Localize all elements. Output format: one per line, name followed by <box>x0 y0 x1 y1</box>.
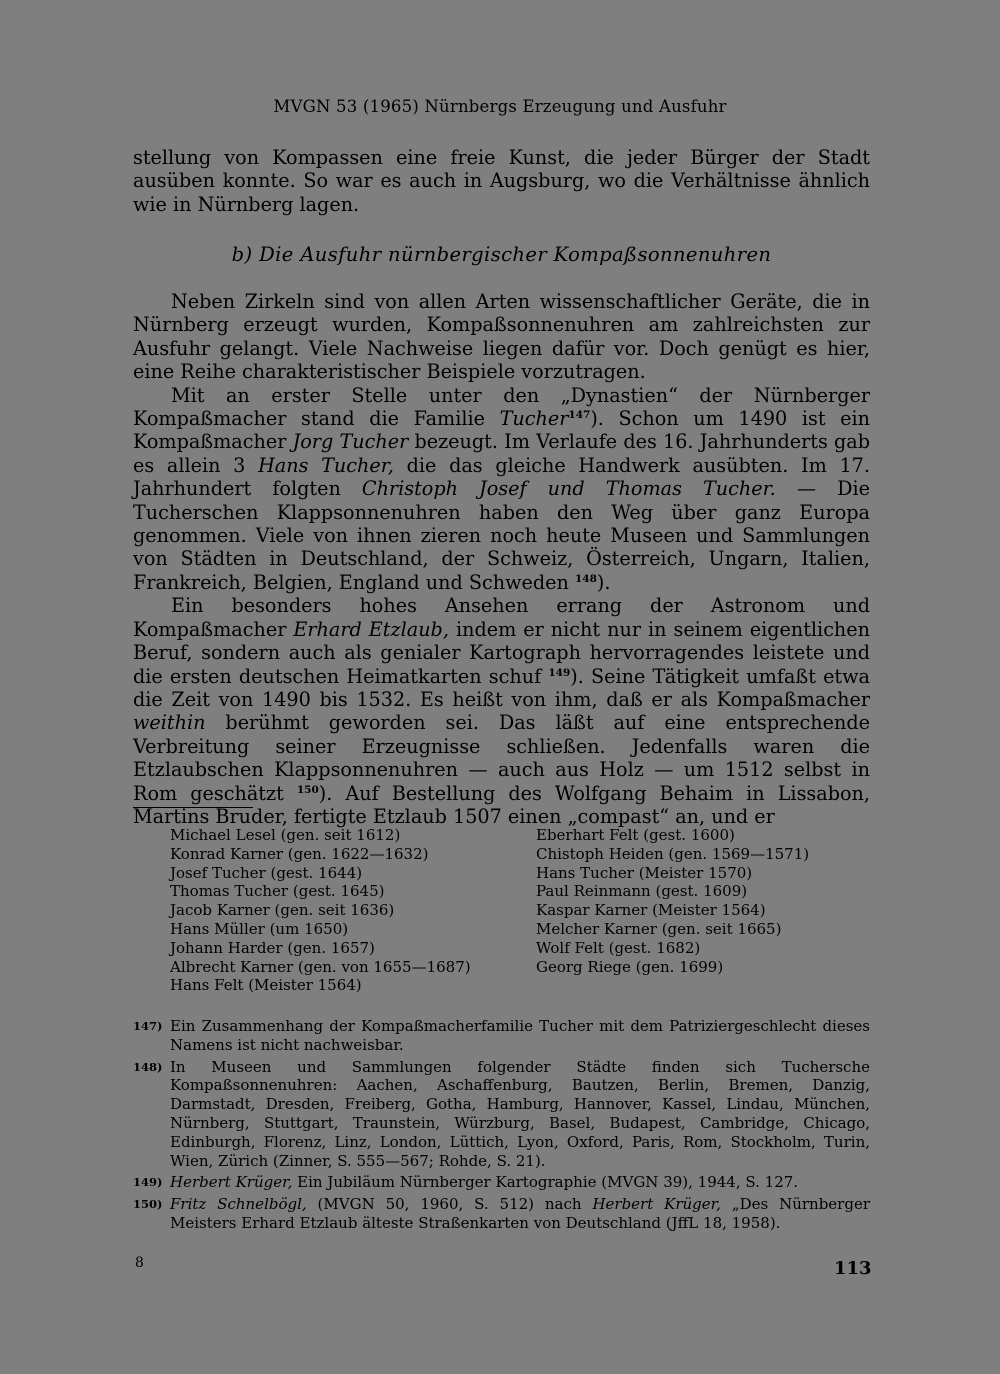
name-list-left <box>170 826 471 995</box>
list-item: Hans Müller (um 1650) <box>170 919 349 938</box>
footnote-mark: 147) <box>133 1019 163 1033</box>
footnote-149 <box>133 1173 870 1192</box>
text-run: ). <box>596 570 611 594</box>
list-item: Chistoph Heiden (gen. 1569—1571) <box>536 844 810 863</box>
list-item: Hans Felt (Meister 1564) <box>170 976 362 995</box>
text-run: bezeugt. Im Verlaufe des 16. Jahrhunderts gab es allein 3 <box>133 430 871 477</box>
list-item: Kaspar Karner (Meister 1564) <box>536 901 766 920</box>
footnote-text <box>170 1173 870 1192</box>
paragraph-2 <box>133 384 870 595</box>
footnote-ref-150[interactable]: 150 <box>296 783 319 796</box>
text-run: Ein besonders hohes Ansehen errang der Astronom und Kompaßmacher <box>133 594 870 641</box>
list-item: Wolf Felt (gest. 1682) <box>536 938 701 957</box>
list-item: Albrecht Karner (gen. von 1655—1687) <box>170 957 471 976</box>
footnote-mark: 150) <box>133 1197 163 1212</box>
list-item: Michael Lesel (gen. seit 1612) <box>170 826 401 844</box>
list-item: Georg Riege (gen. 1699) <box>536 957 724 976</box>
italic-word: weithin <box>133 711 206 735</box>
list-item: Paul Reinmann (gest. 1609) <box>536 882 748 901</box>
footnote-divider <box>133 807 253 808</box>
text-run: indem er nicht nur in seinem eigentlichen Beruf, sondern auch als genialer Kartograph hervorragendes leistete und die ersten deutschen Heimatkarten schuf <box>133 617 871 688</box>
name-list-right <box>536 826 809 976</box>
footnote-body: (MVGN 50, 1960, S. 512) nach <box>306 1195 593 1214</box>
footnote-ref-149[interactable]: 149 <box>548 666 571 679</box>
list-item: Hans Tucher (Meister 1570) <box>536 863 753 882</box>
continuation-text: stellung von Kompassen eine freie Kunst, die jeder Bürger der Stadt ausüben konnte. So war es auch in Augsburg, wo die Verhältnisse ähnlich wie in Nürnberg lagen. <box>133 146 870 216</box>
italic-name: Tucher <box>499 407 569 431</box>
footnote-text: In Museen und Sammlungen folgender Städte finden sich Tuchersche Kompaßsonnenuhren: Aachen, Aschaffenburg, Bautzen, Berlin, Bremen, Danzig, Darmstadt, Dresden, Freiberg, Gotha, Hamburg, Hannover, Kassel, Lindau, München, Nürnberg, Stuttgart, Traunstein, Würzburg, Basel, Budapest, Cambridge, Chicago, Edinburgh, Florenz, Linz, London, Lüttich, Lyon, Oxford, Paris, Rom, Stockholm, Turin, Wien, Zürich (Zinner, S. 555—567; Rohde, S. 21). <box>170 1057 870 1170</box>
list-item: Melcher Karner (gen. seit 1665) <box>536 919 782 938</box>
page-number: 113 <box>834 1258 872 1279</box>
footnote-body: „Des Nürnberger Meisters Erhard Etzlaub älteste Straßenkarten von Deutschland (JffL 18, 1958). <box>170 1195 871 1232</box>
text-run: ). Seine Tätigkeit umfaßt etwa die Zeit von 1490 bis 1532. Es heißt von ihm, daß er als Kompaßmacher <box>133 664 870 711</box>
footnote-author: Herbert Krüger, <box>170 1173 293 1192</box>
footnote-author: Herbert Krüger, <box>592 1195 721 1214</box>
footnote-body: Ein Jubiläum Nürnberger Kartographie (MVGN 39), 1944, S. 127. <box>292 1173 799 1192</box>
text-run: Mit an erster Stelle unter den „Dynastien“ der Nürnberger Kompaßmacher stand die Familie <box>133 383 870 431</box>
list-item: Josef Tucher (gest. 1644) <box>170 863 363 882</box>
list-item: Eberhart Felt (gest. 1600) <box>536 826 735 844</box>
footnote-text: Ein Zusammenhang der Kompaßmacherfamilie Tucher mit dem Patriziergeschlecht dieses Namens ist nicht nachweisbar. <box>170 1017 870 1054</box>
footnote-150 <box>133 1195 870 1233</box>
running-head: MVGN 53 (1965) Nürnbergs Erzeugung und Ausfuhr <box>273 97 727 116</box>
footnotes <box>133 1017 870 1236</box>
page-mark-left: 8 <box>135 1255 144 1271</box>
text-run: die das gleiche Handwerk ausübten. Im 17. Jahrhundert folgten <box>133 453 870 501</box>
footnote-mark: 149) <box>133 1175 163 1190</box>
text-run: ). Auf Bestellung des Wolfgang Behaim in Lissabon, Martins Bruder, fertigte Etzlaub 1507 einen „compast“ an, und er <box>133 781 870 828</box>
footnote-ref-147[interactable]: 147 <box>568 409 591 422</box>
italic-name: Christoph Josef und Thomas Tucher. <box>361 477 776 501</box>
list-item: Jacob Karner (gen. seit 1636) <box>170 901 395 920</box>
paragraph-1: Neben Zirkeln sind von allen Arten wissenschaftlicher Geräte, die in Nürnberg erzeugt wurden, Kompaßsonnenuhren am zahlreichsten zur Ausfuhr gelangt. Viele Nachweise liegen dafür vor. Doch genügt es hier, eine Reihe charakteristischer Beispiele vorzutragen. <box>133 290 870 384</box>
text-run: ). Schon um 1490 ist ein Kompaßmacher <box>133 407 870 454</box>
footnote-ref-148[interactable]: 148 <box>574 572 597 585</box>
footnote-148 <box>133 1058 870 1171</box>
footnote-text <box>170 1195 870 1233</box>
italic-name: Erhard Etzlaub, <box>293 617 449 641</box>
list-item: Thomas Tucher (gest. 1645) <box>170 882 385 901</box>
footnote-mark: 148) <box>133 1059 163 1074</box>
footnote-147 <box>133 1017 870 1055</box>
paragraph-3 <box>133 594 870 828</box>
footnote-author: Fritz Schnelbögl, <box>170 1195 307 1214</box>
continuation-paragraph <box>133 146 870 216</box>
text-run: berühmt geworden sei. Das läßt auf eine entsprechende Verbreitung seiner Erzeugnisse schließen. Jedenfalls waren die Etzlaubschen Klappsonnenuhren — auch aus Holz — um 1512 selbst in Rom geschätzt <box>133 711 870 805</box>
list-item: Johann Harder (gen. 1657) <box>170 938 375 957</box>
main-text <box>133 290 870 828</box>
section-heading: b) Die Ausfuhr nürnbergischer Kompaßsonnenuhren <box>231 243 772 266</box>
list-item: Konrad Karner (gen. 1622—1632) <box>170 844 429 863</box>
italic-name: Jorg Tucher <box>292 430 409 454</box>
italic-name: Hans Tucher, <box>258 453 394 477</box>
text-run: — Die Tucherschen Klappsonnenuhren haben den Weg über ganz Europa genommen. Viele von ihnen zieren noch heute Museen und Sammlungen von Städten in Deutschland, der Schweiz, Österreich, Ungarn, Italien, Frankreich, Belgien, England und Schweden <box>133 477 870 594</box>
